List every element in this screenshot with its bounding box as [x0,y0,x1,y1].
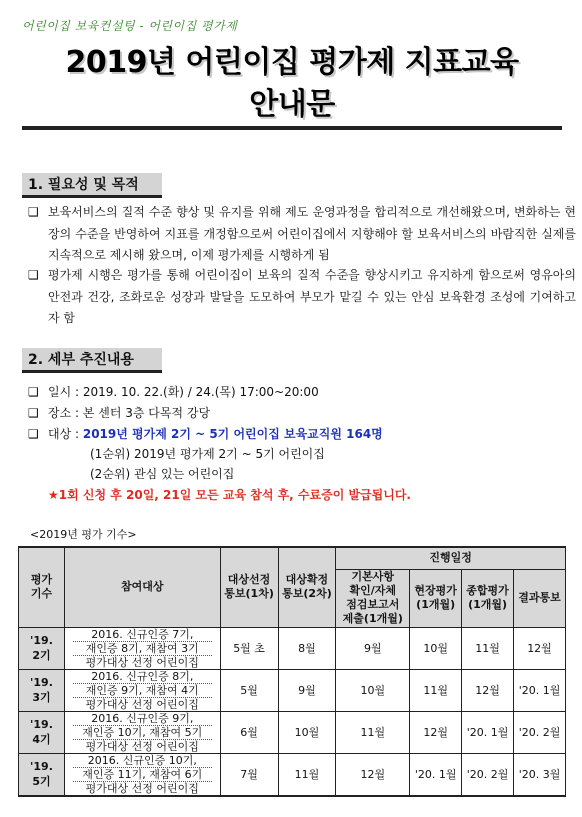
notice1-cell: 5월 [220,669,278,711]
gisu-cell: '19. 5기 [19,753,65,796]
notice1-cell: 5월 초 [220,627,278,669]
table-row [19,711,566,753]
paragraph-text: 보육서비스의 질적 수준 향상 및 유지를 위해 제도 운영과정을 합리적으로 개선해왔으며, 변화하는 현장의 수준을 반영하여 지표를 개정함으로써 어린이집에서 지향해야 할 보육서비스의 바람직한 실제를 지속적으로 제시해 왔으며, 이제 평가제를 시행하게 됨 [48,205,576,262]
overall-cell: 11월 [462,627,514,669]
target-cell [64,753,220,796]
evaluation-schedule-table [18,546,566,797]
place-text: 장소 : 본 센터 3층 다목적 강당 [48,406,211,420]
basic-cell: 11월 [336,711,410,753]
gisu-cell: '19. 3기 [19,669,65,711]
header-basic-text: 기본사항 확인/자체 점검보고서 제출(1개월) [342,570,403,625]
basic-cell: 10월 [336,669,410,711]
section-heading-details: 2. 세부 추진내용 [22,348,162,373]
result-cell: '20. 1월 [514,669,566,711]
target-line: 2016. 신규인증 8기, [73,670,212,684]
detail-place [28,404,210,422]
table-caption: <2019년 평가 기수> [30,528,137,541]
header-gisu-text: 평가 기수 [30,573,53,601]
header-onsite [410,569,462,627]
section-heading-purpose: 1. 필요성 및 목적 [22,173,162,198]
result-cell: 12월 [514,627,566,669]
notice1-cell: 6월 [220,711,278,753]
certificate-notice: ★1회 신청 후 20일, 21일 모든 교육 참석 후, 수료증이 발급됩니다. [48,488,411,502]
overall-cell: 12월 [462,669,514,711]
date-text: 일시 : 2019. 10. 22.(화) / 24.(목) 17:00~20:00 [48,385,319,399]
checkbox-bullet-icon: ❑ [28,385,39,399]
target-cell [64,669,220,711]
target-line: 재인증 10기, 재참여 5기 [73,726,212,740]
document-title [22,34,562,130]
title-line-2: 안내문 [249,87,335,122]
target-priority-2: (2순위) 관심 있는 어린이집 [90,467,235,481]
header-notice1-text: 대상선정 통보(1차) [224,573,274,601]
target-line: 2016. 신규인증 10기, [73,754,212,768]
notice2-cell: 11월 [278,753,336,796]
notice2-cell: 8월 [278,627,336,669]
onsite-cell: '20. 1월 [410,753,462,796]
basic-cell: 9월 [336,627,410,669]
notice2-cell: 10월 [278,711,336,753]
checkbox-bullet-icon: ❑ [28,427,39,441]
header-schedule [336,547,566,569]
target-line: 재인증 8기, 재참여 3기 [73,642,212,656]
overall-cell: '20. 1월 [462,711,514,753]
gisu-cell: '19. 4기 [19,711,65,753]
target-priority-1: (1순위) 2019년 평가제 2기 ~ 5기 어린이집 [90,447,325,461]
target-line: 평가대상 선정 어린이집 [85,781,199,795]
table-row [19,753,566,796]
header-onsite-text: 현장평가 (1개월) [414,584,457,611]
header-overall [462,569,514,627]
title-line-1: 2019년 어린이집 평가제 지표교육 [65,45,519,80]
notice1-cell: 7월 [220,753,278,796]
header-result-text: 결과통보 [518,591,561,604]
header-result [514,569,566,627]
overall-cell: '20. 2월 [462,753,514,796]
header-tagline: 어린이집 보육컨설팅 - 어린이집 평가제 [22,19,238,33]
onsite-cell: 11월 [410,669,462,711]
result-cell: '20. 3월 [514,753,566,796]
detail-target [28,425,383,443]
table-row [19,669,566,711]
header-notice1 [220,547,278,627]
target-line: 평가대상 선정 어린이집 [85,655,199,669]
target-line: 평가대상 선정 어린이집 [85,697,199,711]
onsite-cell: 12월 [410,711,462,753]
header-schedule-text: 진행일정 [429,551,472,565]
gisu-cell: '19. 2기 [19,627,65,669]
header-notice2 [278,547,336,627]
detail-date [28,383,319,401]
target-value: 2019년 평가제 2기 ~ 5기 어린이집 보육교직원 164명 [82,427,383,441]
target-cell [64,627,220,669]
header-basic [336,569,410,627]
header-target [64,547,220,627]
target-line: 재인증 11기, 재참여 6기 [73,768,212,782]
target-line: 2016. 신규인증 7기, [73,628,212,642]
target-line: 2016. 신규인증 9기, [73,712,212,726]
target-label: 대상 : [48,427,83,441]
target-cell [64,711,220,753]
target-line: 재인증 9기, 재참여 4기 [73,684,212,698]
checkbox-bullet-icon: ❑ [28,205,39,219]
header-notice2-text: 대상확정 통보(2차) [282,573,332,601]
notice2-cell: 9월 [278,669,336,711]
target-line: 평가대상 선정 어린이집 [85,739,199,753]
purpose-paragraph-2 [28,265,576,330]
onsite-cell: 10월 [410,627,462,669]
paragraph-text: 평가제 시행은 평가를 통해 어린이집이 보육의 질적 수준을 향상시키고 유지하게 함으로써 영유아의 안전과 건강, 조화로운 성장과 발달을 도모하여 부모가 맡길 수 있는 안심 보육환경 조성에 기여하고자 함 [48,268,576,325]
result-cell: '20. 2월 [514,711,566,753]
purpose-paragraph-1 [28,202,576,267]
header-target-text: 참여대상 [121,580,164,594]
header-gisu [19,547,65,627]
checkbox-bullet-icon: ❑ [28,268,39,282]
table-row [19,627,566,669]
header-overall-text: 종합평가 (1개월) [466,584,509,611]
basic-cell: 12월 [336,753,410,796]
checkbox-bullet-icon: ❑ [28,406,39,420]
